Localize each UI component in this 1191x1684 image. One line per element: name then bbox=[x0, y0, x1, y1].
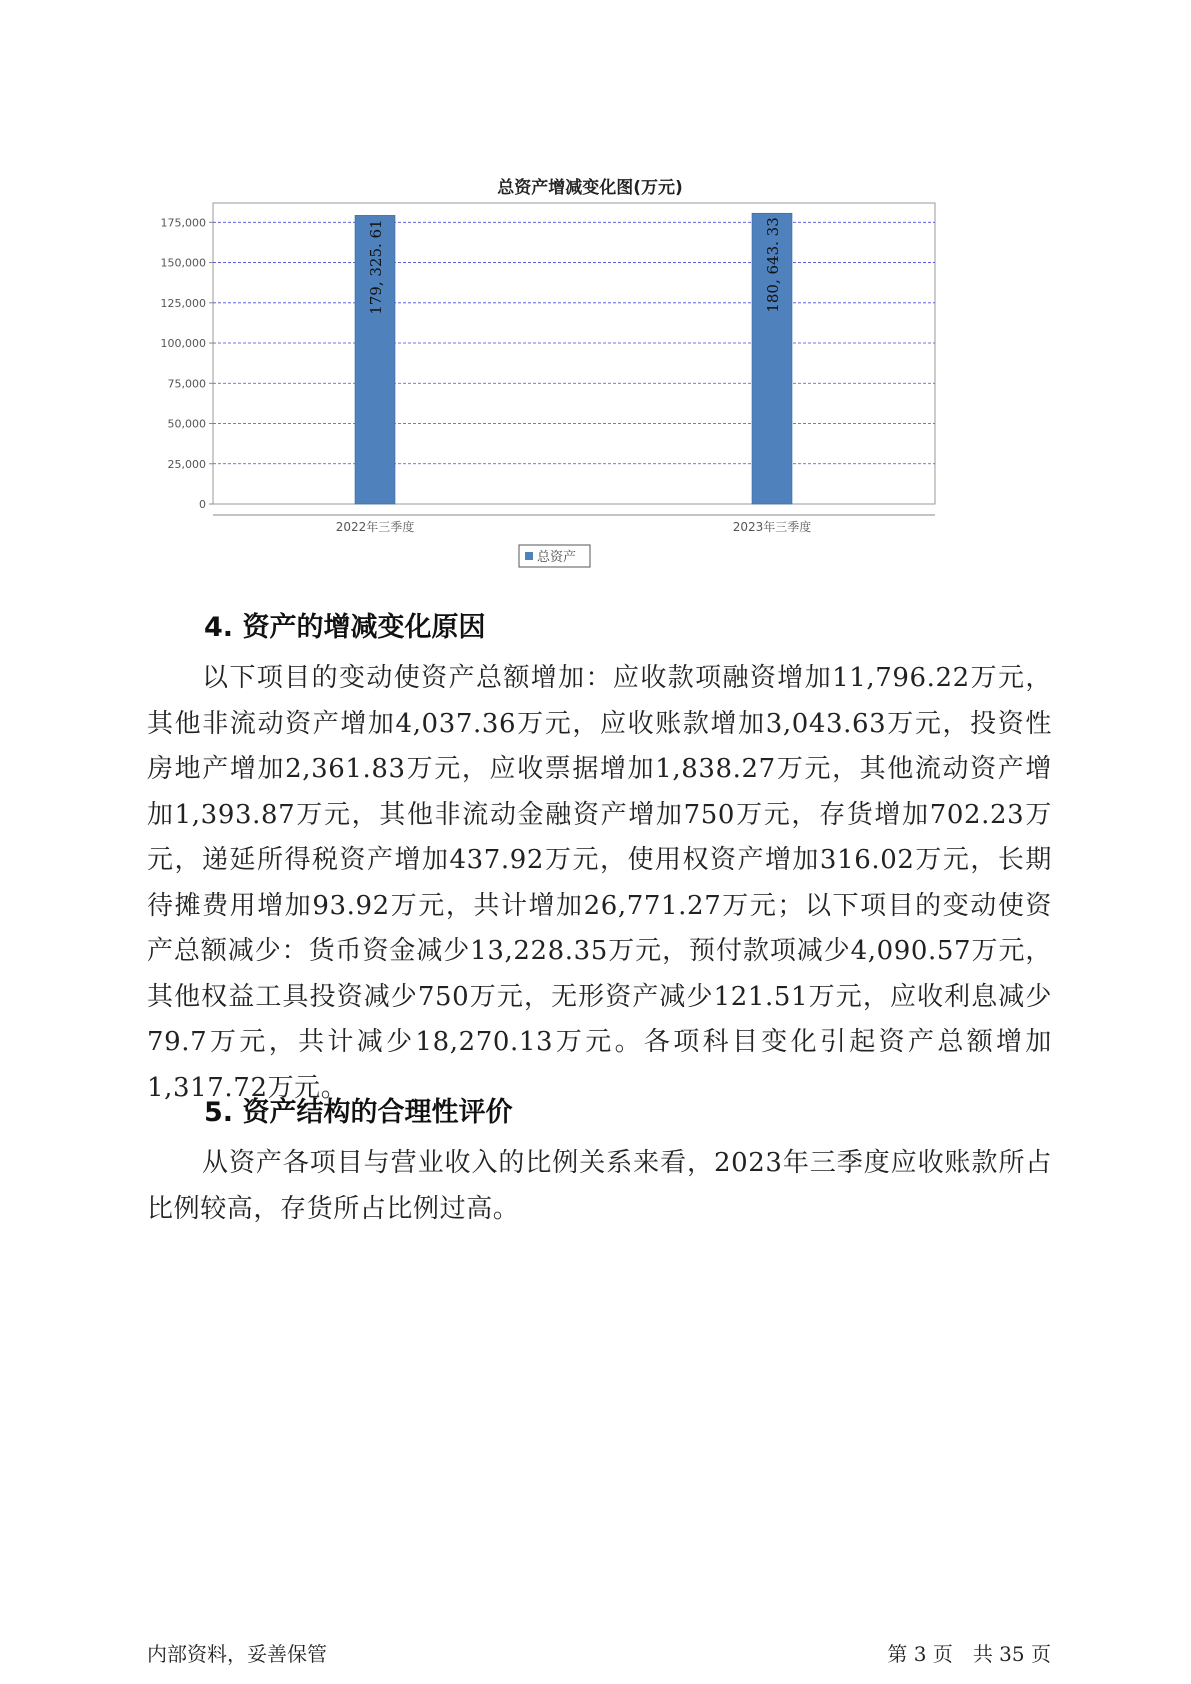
x-category-label: 2022年三季度 bbox=[335, 520, 415, 534]
x-category-label: 2023年三季度 bbox=[732, 520, 812, 534]
legend-label: 总资产 bbox=[537, 550, 577, 565]
y-tick-label: 125,000 bbox=[160, 296, 206, 310]
footer-page-number: 第 3 页 共 35 页 bbox=[887, 1642, 1051, 1666]
total-assets-chart bbox=[150, 165, 1030, 620]
section5-heading: 5. 资产结构的合理性评价 bbox=[204, 1097, 513, 1128]
section4-heading: 4. 资产的增减变化原因 bbox=[204, 612, 486, 643]
plot-area-frame bbox=[213, 203, 935, 504]
bar-value-label: 180, 643. 33 bbox=[764, 217, 782, 313]
y-tick-label: 150,000 bbox=[160, 256, 206, 270]
legend-swatch bbox=[525, 552, 533, 560]
y-tick-label: 100,000 bbox=[160, 337, 206, 351]
bar-value-label: 179, 325. 61 bbox=[367, 219, 385, 315]
footer-confidential-note: 内部资料，妥善保管 bbox=[147, 1642, 327, 1666]
y-tick-label: 75,000 bbox=[167, 377, 206, 391]
section4-paragraph: 以下项目的变动使资产总额增加：应收款项融资增加11,796.22万元，其他非流动资产增加4,037.36万元，应收账款增加3,043.63万元，投资性房地产增加2,361.83万元，应收票据增加1,838.27万元，其他流动资产增加1,393.87万元，其他非流动金融资产增加750万元，存货增加702.23万元，递延所得税资产增加437.92万元，使用权资产增加316.02万元，长期待摊费用增加93.92万元，共计增加26,771.27万元；以下项目的变动使资产总额减少：货币资金减少13,228.35万元，预付款项减少4,090.57万元，其他权益工具投资减少750万元，无形资产减少121.51万元，应收利息减少79.7万元，共计减少18,270.13万元。各项科目变化引起资产总额增加1,317.72万元。 bbox=[147, 663, 1052, 1103]
chart-title: 总资产增减变化图(万元) bbox=[497, 178, 683, 198]
y-tick-label: 0 bbox=[199, 498, 206, 511]
y-tick-label: 50,000 bbox=[167, 417, 206, 431]
chart-svg bbox=[150, 165, 1030, 620]
y-tick-label: 175,000 bbox=[160, 216, 206, 230]
y-tick-label: 25,000 bbox=[167, 457, 206, 471]
section5-paragraph: 从资产各项目与营业收入的比例关系来看，2023年三季度应收账款所占比例较高，存货所占比例过高。 bbox=[147, 1148, 1052, 1224]
